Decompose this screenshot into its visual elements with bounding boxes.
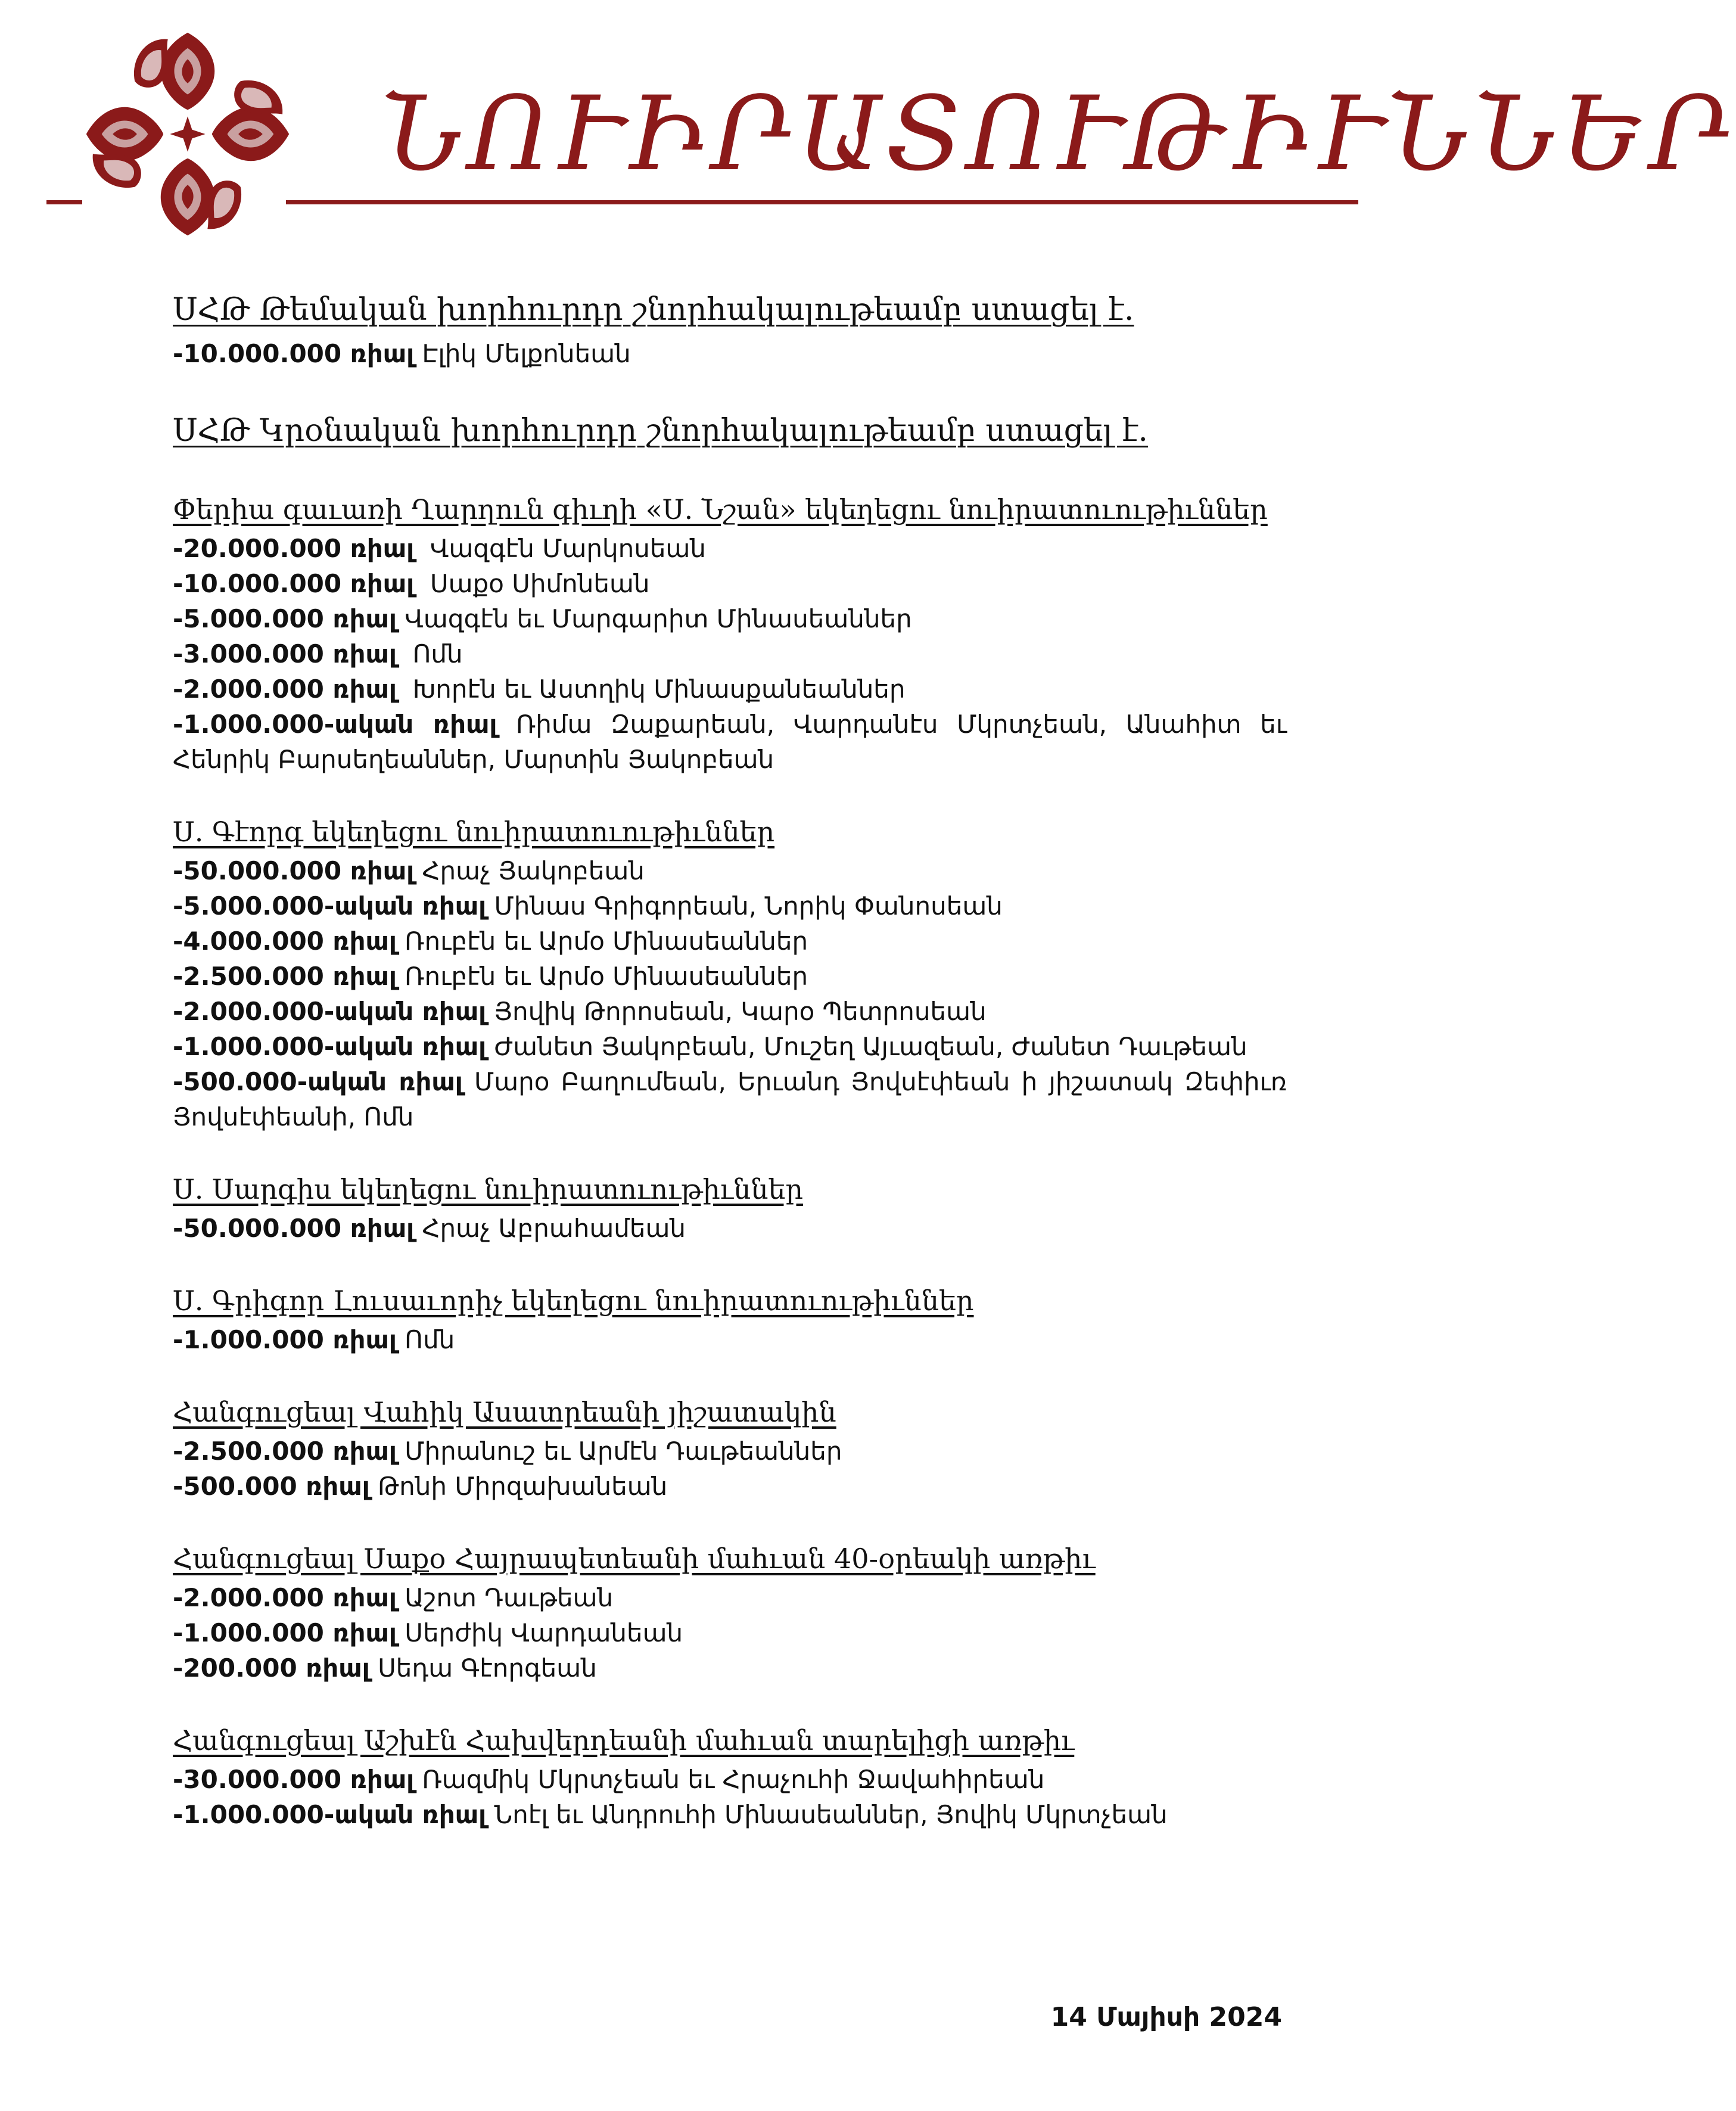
section-heading: Հանգուցեալ Սաքօ Հայրապետեանի մահւան 40-օրեակի առթիւ: [173, 1543, 1096, 1575]
donor-names: Հրաչ Աբրահամեան: [414, 1214, 686, 1243]
donation-amount: -1.000.000 ռիալ: [173, 1618, 397, 1647]
donation-amount: -20.000.000 ռիալ: [173, 534, 415, 563]
donation-entry: [173, 1322, 1287, 1357]
donor-names: Միրանուշ եւ Արմէն Դաւթեաններ: [396, 1437, 842, 1466]
donations-list: [173, 286, 1295, 1868]
donor-names: Նոէլ եւ Անդրուհի Մինասեաններ, Յովիկ Մկրտչեան: [486, 1800, 1168, 1829]
donation-amount: -1.000.000-ական ռիալ: [173, 710, 497, 739]
donation-entry: [173, 336, 1287, 371]
donor-names: Էլիկ Մելքոնեան: [414, 339, 631, 368]
donation-section: [173, 813, 1295, 1134]
donation-entry: [173, 1762, 1287, 1797]
donation-entry: [173, 959, 1287, 994]
donation-entry: [173, 1064, 1295, 1134]
donor-names: Ժանետ Յակոբեան, Մուշեղ Այւազեան, Ժանետ Դաւթեան: [486, 1032, 1247, 1061]
donation-entry: [173, 1211, 1287, 1246]
donation-entry: [173, 1434, 1287, 1469]
donor-names: Թոնի Միրզախանեան: [369, 1472, 668, 1501]
donation-amount: -2.500.000 ռիալ: [173, 962, 397, 991]
donor-names: Մարօ Բաղումեան, Երւանդ Յովսէփեան ի յիշատակ Զեփիւռ Յովսէփեանի, Ոմն: [173, 1067, 1295, 1131]
section-heading: ՍՀԹ Թեմական խորհուրդը շնորհակալութեամբ ստացել է.: [173, 292, 1134, 328]
donation-amount: -10.000.000 ռիալ: [173, 569, 415, 598]
donation-entry: [173, 994, 1287, 1029]
donor-names: Վազգէն եւ Մարգարիտ Մինասեաններ: [396, 604, 912, 633]
section-heading: Ս. Գրիգոր Լուսաւորիչ եկեղեցու նուիրատուութիւններ: [173, 1285, 974, 1317]
donation-section: [173, 286, 1287, 371]
donation-amount: -200.000 ռիալ: [173, 1653, 370, 1683]
section-heading: Հանգուցեալ Աշխէն Հախվերդեանի մահւան տարելիցի առթիւ: [173, 1724, 1075, 1756]
header-rule-left: [46, 200, 82, 204]
donor-names: Յովիկ Թորոսեան, Կարօ Պետրոսեան: [486, 997, 987, 1026]
publication-date: 14 Մայիսի 2024: [1050, 2002, 1282, 2032]
donation-amount: -2.500.000 ռիալ: [173, 1437, 397, 1466]
ornamental-rosette-icon: [77, 24, 298, 244]
section-heading: Ս. Գէորգ եկեղեցու նուիրատուութիւններ: [173, 816, 775, 848]
donation-amount: -50.000.000 ռիալ: [173, 1214, 415, 1243]
donation-amount: -1.000.000-ական ռիալ: [173, 1800, 487, 1829]
donation-entry: [173, 853, 1287, 888]
donor-names: Ռիմա Զաքարեան, Վարդանէս Մկրտչեան, Անահիտ եւ Հենրիկ Բարսեղեաններ, Մարտին Յակոբեան: [173, 710, 1295, 774]
donation-entry: [173, 888, 1287, 924]
donation-entry: [173, 1615, 1287, 1650]
donor-names: Խորէն եւ Աստղիկ Մինասքանեաններ: [396, 674, 906, 704]
donor-names: Սաքօ Սիմոնեան: [414, 569, 650, 598]
donation-amount: -5.000.000-ական ռիալ: [173, 891, 487, 921]
donation-amount: -3.000.000 ռիալ: [173, 639, 397, 669]
section-heading: ՍՀԹ Կրօնական խորհուրդը շնորհակալութեամբ ստացել է.: [173, 413, 1148, 449]
donation-section: [173, 1721, 1287, 1832]
donation-entry: [173, 1650, 1287, 1686]
donor-names: Սեդա Գէորգեան: [369, 1653, 597, 1683]
donation-section: [173, 1282, 1287, 1357]
donation-amount: -1.000.000-ական ռիալ: [173, 1032, 487, 1061]
donor-names: Ռուբէն եւ Արմօ Մինասեաններ: [396, 962, 808, 991]
section-heading: Ս. Սարգիս եկեղեցու նուիրատուութիւններ: [173, 1173, 804, 1205]
donation-amount: -2.000.000 ռիալ: [173, 1583, 397, 1612]
donor-names: Ոմն: [396, 1325, 455, 1354]
donation-entry: [173, 566, 1287, 601]
donation-entry: [173, 1580, 1287, 1615]
donation-entry: [173, 601, 1287, 636]
donation-entry: [173, 1469, 1287, 1504]
section-heading: Փերիա գաւառի Ղարղուն գիւղի «Ս. Նշան» եկեղեցու նուիրատուութիւններ: [173, 493, 1268, 526]
donation-section: [173, 407, 1287, 455]
donor-names: Սերժիկ Վարդանեան: [396, 1618, 683, 1647]
donor-names: Մինաս Գրիգորեան, Նորիկ Փանոսեան: [486, 891, 1003, 921]
donor-names: Ոմն: [396, 639, 463, 669]
donation-amount: -50.000.000 ռիալ: [173, 856, 415, 885]
page-header: [0, 0, 1736, 256]
donation-amount: -30.000.000 ռիալ: [173, 1765, 415, 1794]
donation-section: [173, 1393, 1287, 1504]
donation-section: [173, 1170, 1287, 1246]
donor-names: Ռազմիկ Մկրտչեան եւ Հրաչուհի Ջավահիրեան: [414, 1765, 1045, 1794]
donation-amount: -4.000.000 ռիալ: [173, 927, 397, 956]
donation-amount: -10.000.000 ռիալ: [173, 339, 415, 368]
donor-names: Աշոտ Դաւթեան: [396, 1583, 614, 1612]
donation-amount: -500.000 ռիալ: [173, 1472, 370, 1501]
donation-entry: [173, 531, 1287, 566]
donation-amount: -2.000.000 ռիալ: [173, 674, 397, 704]
donation-entry: [173, 1797, 1287, 1832]
donation-entry: [173, 924, 1287, 959]
donation-section: [173, 490, 1295, 777]
donor-names: Վազգէն Մարկոսեան: [414, 534, 707, 563]
donation-amount: -5.000.000 ռիալ: [173, 604, 397, 633]
header-rule-right: [286, 200, 1358, 204]
donation-entry: [173, 1029, 1287, 1064]
donation-entry: [173, 671, 1287, 707]
donor-names: Ռուբէն եւ Արմօ Մինասեաններ: [396, 927, 808, 956]
page-title: ՆՈՒԻՐԱՏՈՒԹԻՒՆՆԵՐ: [381, 74, 1736, 194]
donation-amount: -500.000-ական ռիալ: [173, 1067, 463, 1096]
donation-section: [173, 1540, 1287, 1686]
donation-amount: -1.000.000 ռիալ: [173, 1325, 397, 1354]
donation-amount: -2.000.000-ական ռիալ: [173, 997, 487, 1026]
donation-entry: [173, 636, 1287, 671]
section-heading: Հանգուցեալ Վահիկ Ասատրեանի յիշատակին: [173, 1396, 836, 1428]
donor-names: Հրաչ Յակոբեան: [414, 856, 645, 885]
donation-entry: [173, 707, 1295, 777]
